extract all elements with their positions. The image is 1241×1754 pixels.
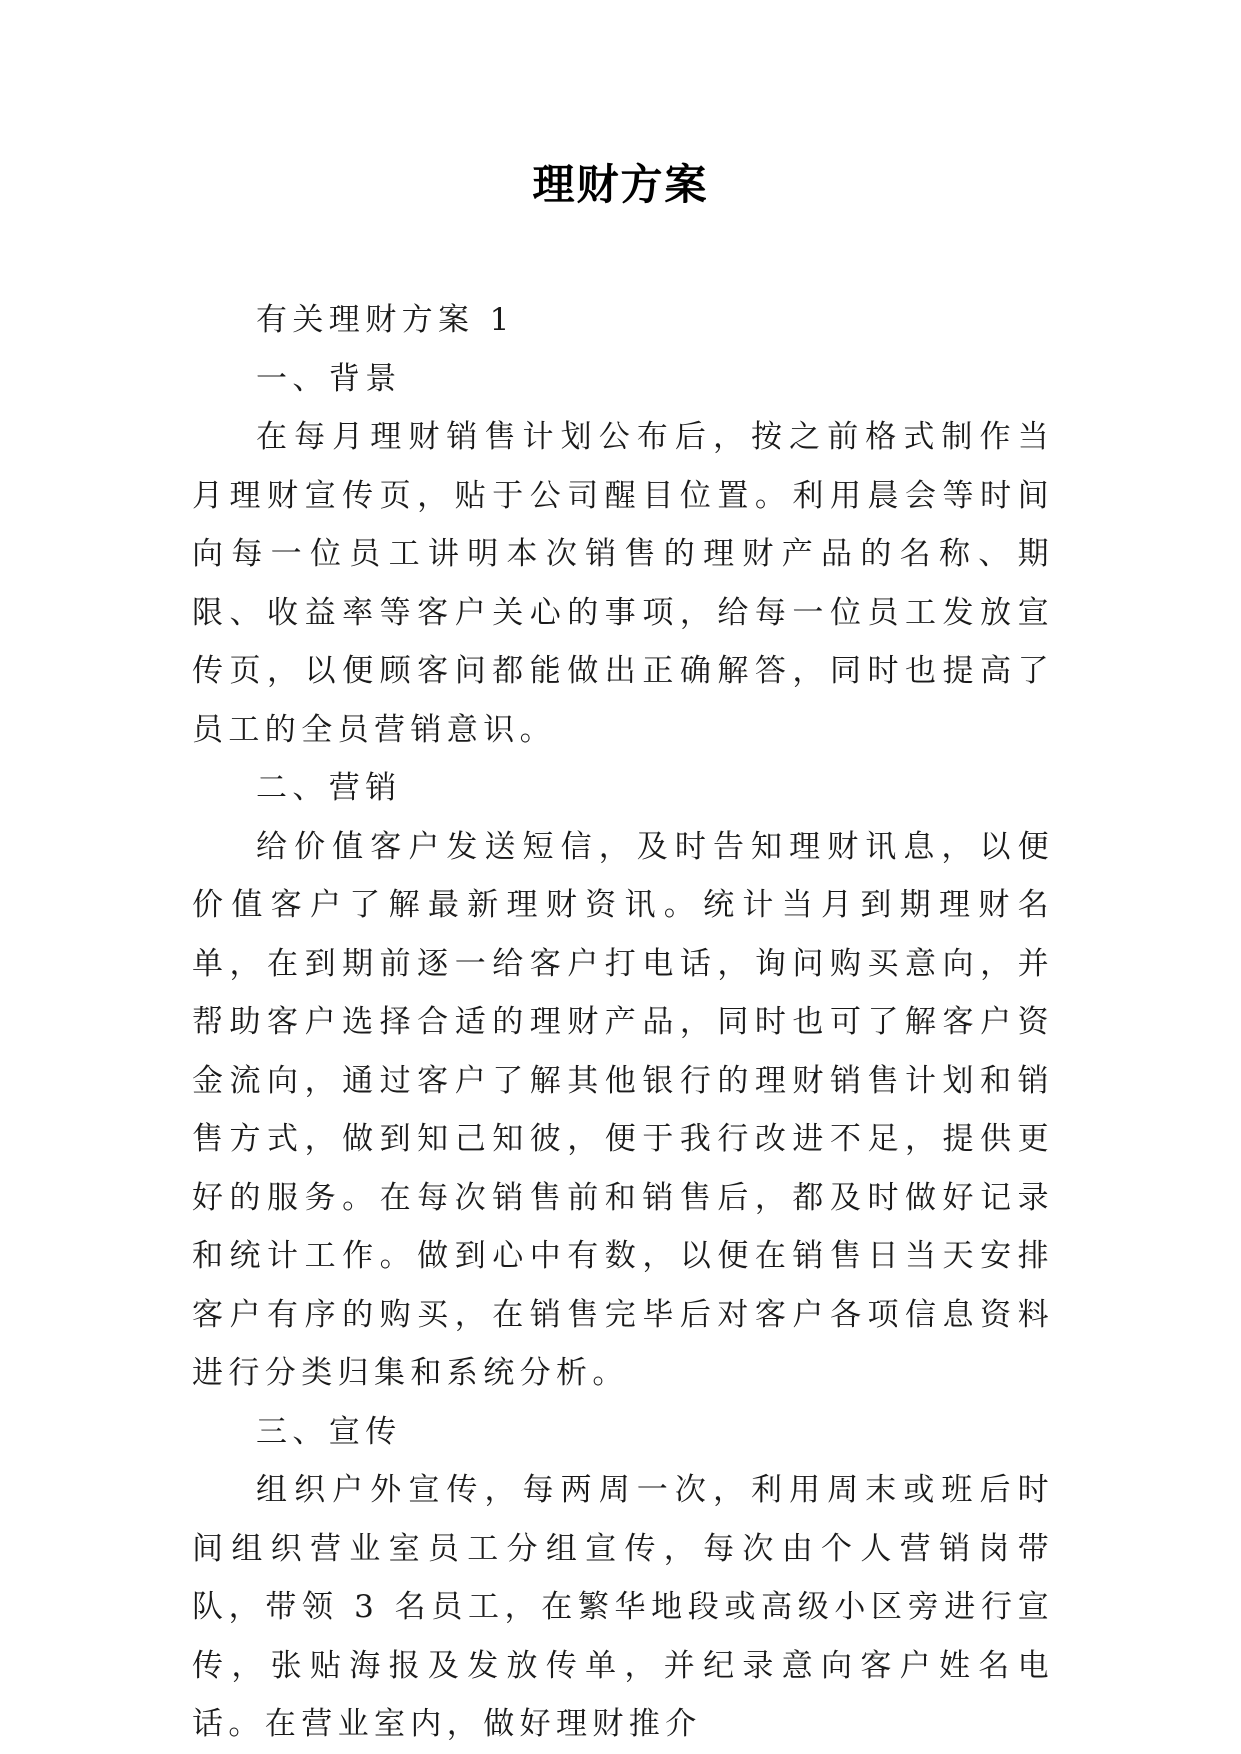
section-heading-background: 一、背景 xyxy=(256,360,402,397)
section-body-publicity: 组织户外宣传，每两周一次，利用周末或班后时间组织营业室员工分组宣传，每次由个人营销岗带队，带领 3 名员工，在繁华地段或高级小区旁进行宣传，张贴海报及发放传单，并纪录意向客户姓名电话。在营业室内，做好理财推介 xyxy=(192,1472,1054,1742)
document-title: 理财方案 xyxy=(532,160,709,209)
section-heading-marketing: 二、营销 xyxy=(256,770,402,806)
document-body xyxy=(192,291,1054,1754)
section-body-background: 在每月理财销售计划公布后，按之前格式制作当月理财宣传页，贴于公司醒目位置。利用晨会等时间向每一位员工讲明本次销售的理财产品的名称、期限、收益率等客户关心的事项，给每一位员工发放宣传页，以便顾客问都能做出正确解答，同时也提高了员工的全员营销意识。 xyxy=(192,419,1054,748)
section-body-marketing: 给价值客户发送短信，及时告知理财讯息，以便价值客户了解最新理财资讯。统计当月到期理财名单，在到期前逐一给客户打电话，询问购买意向，并帮助客户选择合适的理财产品，同时也可了解客户资金流向，通过客户了解其他银行的理财销售计划和销售方式，做到知己知彼，便于我行改进不足，提供更好的服务。在每次销售前和销售后，都及时做好记录和统计工作。做到心中有数，以便在销售日当天安排客户有序的购买，在销售完毕后对客户各项信息资料进行分类归集和系统分析。 xyxy=(192,828,1054,1391)
section-heading-publicity: 三、宣传 xyxy=(256,1413,402,1450)
document-subtitle: 有关理财方案 1 xyxy=(256,302,515,338)
